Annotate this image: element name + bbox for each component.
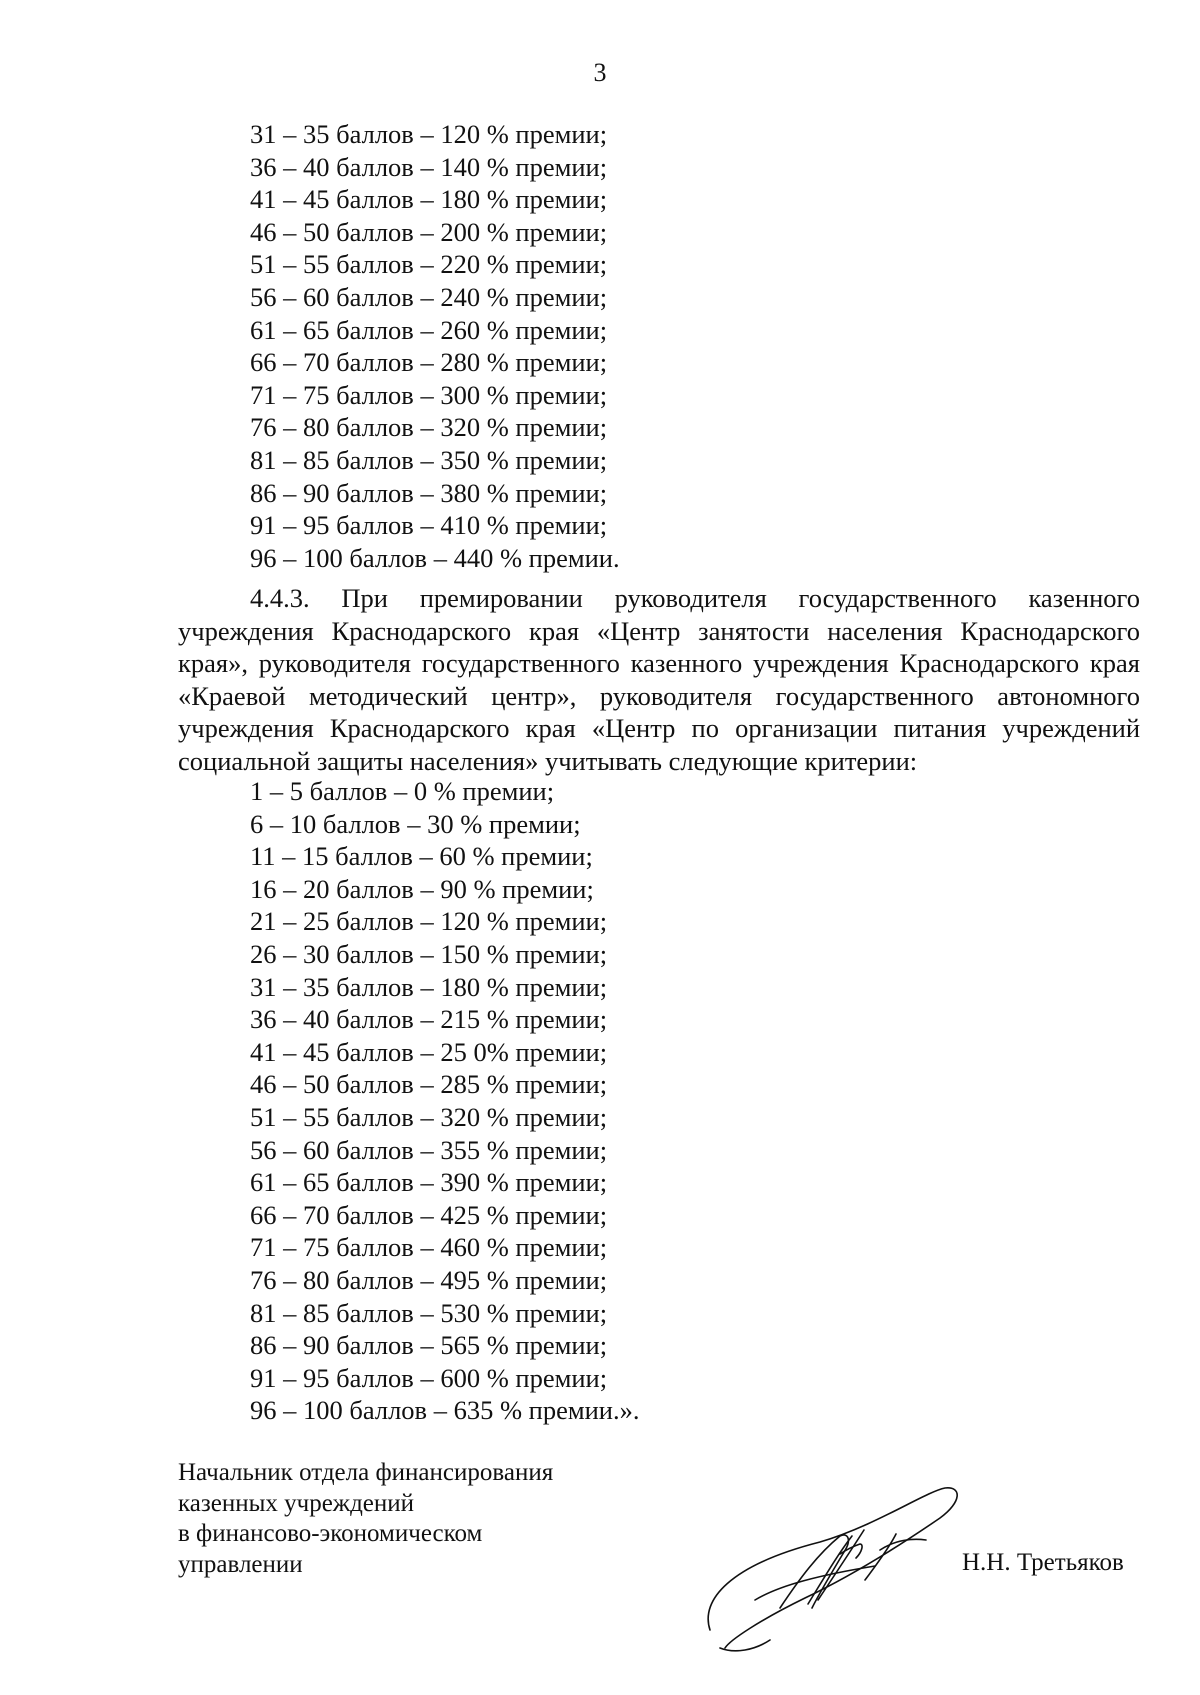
criteria-item: 56 – 60 баллов – 240 % премии;	[250, 281, 608, 312]
criteria-item: 41 – 45 баллов – 180 % премии;	[250, 184, 608, 215]
criteria-item: 51 – 55 баллов – 320 % премии;	[250, 1101, 608, 1132]
criteria-item: 36 – 40 баллов – 215 % премии;	[250, 1004, 608, 1035]
criteria-item: 6 – 10 баллов – 30 % премии;	[250, 808, 581, 839]
clause-4-4-3-paragraph: 4.4.3. При премировании руководителя государственного казенного учреждения Краснодарского края «Центр занятости населения Краснодарского края», руководителя государственного казенного учреждения Краснодарского края «Краевой методический центр», руководителя государственного автономного учреждения Краснодарского края «Центр по организации питания учреждений социальной защиты населения» учитывать следующие критерии:	[178, 583, 1140, 776]
signatory-position	[178, 1458, 553, 1580]
criteria-item: 76 – 80 баллов – 495 % премии;	[250, 1264, 608, 1295]
signatory-name: Н.Н. Третьяков	[962, 1549, 1124, 1576]
criteria-item: 96 – 100 баллов – 440 % премии.	[250, 542, 620, 573]
criteria-item: 71 – 75 баллов – 300 % премии;	[250, 379, 608, 410]
criteria-item: 71 – 75 баллов – 460 % премии;	[250, 1232, 608, 1263]
criteria-item: 36 – 40 баллов – 140 % премии;	[250, 151, 608, 182]
criteria-item: 81 – 85 баллов – 530 % премии;	[250, 1297, 608, 1328]
criteria-item: 31 – 35 баллов – 180 % премии;	[250, 971, 608, 1002]
criteria-item: 76 – 80 баллов – 320 % премии;	[250, 412, 608, 443]
criteria-item: 21 – 25 баллов – 120 % премии;	[250, 906, 608, 937]
bonus-criteria-list-2	[250, 775, 639, 1427]
criteria-item: 91 – 95 баллов – 600 % премии;	[250, 1362, 608, 1393]
position-line: в финансово-экономическом	[178, 1520, 483, 1547]
criteria-item: 56 – 60 баллов – 355 % премии;	[250, 1134, 608, 1165]
criteria-item: 96 – 100 баллов – 635 % премии.».	[250, 1395, 640, 1426]
position-line: казенных учреждений	[178, 1489, 415, 1517]
criteria-item: 81 – 85 баллов – 350 % премии;	[250, 444, 608, 475]
criteria-item: 16 – 20 баллов – 90 % премии;	[250, 873, 594, 904]
criteria-item: 11 – 15 баллов – 60 % премии;	[250, 841, 593, 872]
page-number: 3	[593, 58, 607, 87]
criteria-item: 1 – 5 баллов – 0 % премии;	[250, 776, 555, 806]
criteria-item: 61 – 65 баллов – 390 % премии;	[250, 1167, 608, 1198]
criteria-item: 46 – 50 баллов – 200 % премии;	[250, 216, 608, 247]
criteria-item: 66 – 70 баллов – 280 % премии;	[250, 347, 608, 378]
criteria-item: 26 – 30 баллов – 150 % премии;	[250, 938, 608, 969]
criteria-item: 41 – 45 баллов – 25 0% премии;	[250, 1036, 608, 1067]
position-line: управлении	[178, 1550, 303, 1578]
bonus-criteria-list-1	[250, 118, 620, 574]
criteria-item: 46 – 50 баллов – 285 % премии;	[250, 1069, 608, 1100]
criteria-item: 51 – 55 баллов – 220 % премии;	[250, 249, 608, 280]
criteria-item: 91 – 95 баллов – 410 % премии;	[250, 510, 608, 541]
handwritten-signature	[700, 1480, 970, 1660]
criteria-item: 86 – 90 баллов – 380 % премии;	[250, 477, 608, 508]
criteria-item: 86 – 90 баллов – 565 % премии;	[250, 1330, 608, 1361]
position-line: Начальник отдела финансирования	[178, 1459, 554, 1486]
criteria-item: 61 – 65 баллов – 260 % премии;	[250, 314, 608, 345]
criteria-item: 66 – 70 баллов – 425 % премии;	[250, 1199, 608, 1230]
criteria-item: 31 – 35 баллов – 120 % премии;	[250, 119, 608, 149]
